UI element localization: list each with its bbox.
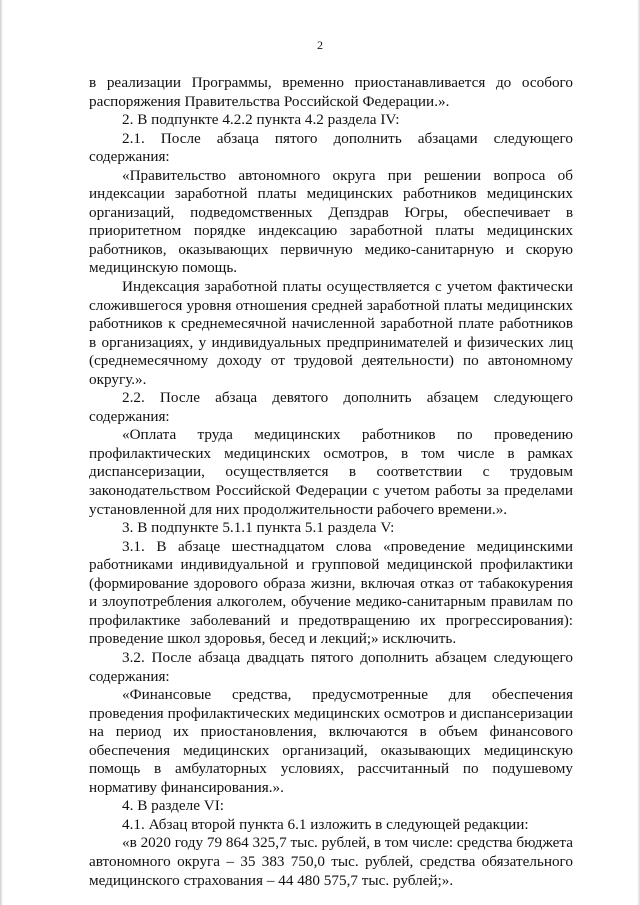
paragraph-quote-indexation-level: Индексация заработной платы осуществляется с учетом фактически сложившегося уровня отношения средней заработной платы медицинских работников к среднемесячной начисленной заработной плате работников в организациях, у индивидуальных предпринимателей и физических лиц (среднемесячному доходу от трудовой деятельности) по автономному округу.». [89, 278, 573, 388]
paragraph-item-4-1: 4.1. Абзац второй пункта 6.1 изложить в следующей редакции: [122, 815, 529, 833]
paragraph-quote-indexation: «Правительство автономного округа при решении вопроса об индексации заработной платы медицинских работников медицинских организаций, подведомственных Депздрав Югры, обеспечивает в приоритетном порядке индексацию заработной платы медицинских работников, оказывающих первичную медико-санитарную и скорую медицинскую помощь. [89, 166, 573, 277]
paragraph-continuation: в реализации Программы, временно приостанавливается до особого распоряжения Правительства Российской Федерации.». [89, 74, 573, 110]
paragraph-item-2: 2. В подпункте 4.2.2 пункта 4.2 раздела IV: [122, 111, 400, 129]
paragraph-item-3-1: 3.1. В абзаце шестнадцатом слова «проведение медицинскими работниками индивидуальной и групповой медицинской профилактики (формирование здорового образа жизни, включая отказ от табакокурения и злоупотребления алкоголем, обучение медико-санитарным правилам по профилактике заболеваний и предотвращению их прогрессирования): проведение школ здоровья, бесед и лекций;» исключить. [89, 537, 573, 648]
page-number: 2 [317, 38, 323, 52]
paragraph-item-4: 4. В разделе VI: [122, 797, 225, 815]
paragraph-quote-payment: «Оплата труда медицинских работников по проведению профилактических медицинских осмотров, в том числе в рамках диспансеризации, осуществляется в соответствии с трудовым законодательством Российской Федерации с учетом работы за пределами установленной для них продолжительности рабочего времени.». [89, 426, 573, 518]
scan-edge-left [0, 0, 3, 905]
paragraph-item-2-2: 2.2. После абзаца девятого дополнить абзацем следующего содержания: [89, 389, 573, 425]
paragraph-item-3: 3. В подпункте 5.1.1 пункта 5.1 раздела V: [122, 519, 395, 537]
paragraph-quote-funds: «Финансовые средства, предусмотренные для обеспечения проведения профилактических медицинских осмотров и диспансеризации на период их приостановления, включаются в объем финансового обеспечения медицинских организаций, оказывающих медицинскую помощь в амбулаторных условиях, рассчитанный по подушевому нормативу финансирования.». [89, 686, 573, 796]
paragraph-quote-budget: «в 2020 году 79 864 325,7 тыс. рублей, в том числе: средства бюджета автономного округа – 35 383 750,0 тыс. рублей, средства обязательного медицинского страхования – 44 480 575,7 тыс. рублей;». [89, 834, 573, 889]
paragraph-item-3-2: 3.2. После абзаца двадцать пятого дополнить абзацем следующего содержания: [89, 648, 573, 685]
document-body [89, 74, 573, 890]
paragraph-item-2-1: 2.1. После абзаца пятого дополнить абзацами следующего содержания: [89, 129, 573, 166]
